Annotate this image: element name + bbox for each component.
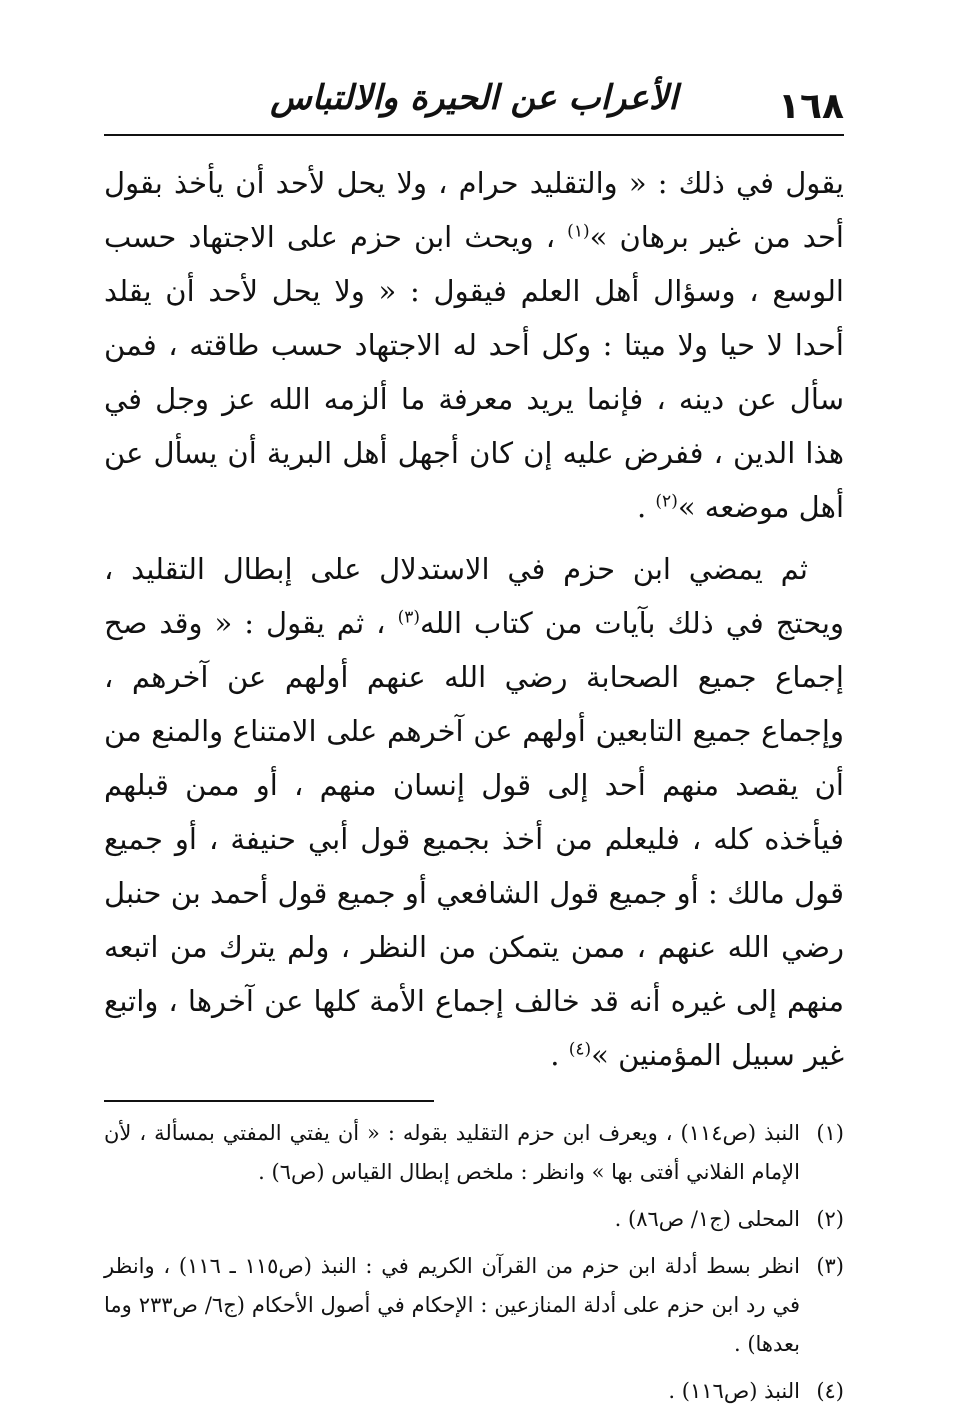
footnote-ref-2[interactable]: (٢) xyxy=(655,491,678,512)
paragraph-1-text-b: ، ويحث ابن حزم على الاجتهاد حسب الوسع ، وسؤال أهل العلم فيقول : « ولا يحل لأحد أن يقلد أحدا لا حيا ولا ميتا : وكل أحد له الاجتهاد حسب طاقته ، فمن سأل عن دينه ، فإنما يريد معرفة ما ألزمه الله عز وجل في هذا الدين ، ففرض عليه إن كان أجهل أهل البرية أن يسأل عن أهل موضعه » xyxy=(104,220,844,524)
footnote-divider xyxy=(104,1100,434,1102)
footnote-4 xyxy=(104,1372,844,1411)
footnote-ref-3[interactable]: (٣) xyxy=(397,607,420,628)
footnote-number: (١) xyxy=(816,1121,844,1145)
footnote-2 xyxy=(104,1200,844,1239)
main-text xyxy=(104,156,844,1082)
paragraph-1-text-c: . xyxy=(636,490,656,524)
footnote-text: النبذ (ص١١٤) ، ويعرف ابن حزم التقليد بقوله : « أن يفتي المفتي بمسألة ، لأن الإمام الفلاني أفتى بها » وانظر : ملخص إبطال القياس (ص٦) . xyxy=(104,1121,801,1184)
footnote-text: النبذ (ص١١٦) . xyxy=(668,1379,800,1403)
paragraph-2-text-a: ثم يمضي ابن حزم في الاستدلال على إبطال التقليد ، ويحتج في ذلك بآيات من كتاب الله xyxy=(104,552,845,640)
footnotes xyxy=(104,1114,844,1411)
footnote-number: (٢) xyxy=(816,1207,844,1231)
footnote-1 xyxy=(104,1114,844,1192)
page-header xyxy=(104,72,844,136)
footnote-ref-4[interactable]: (٤) xyxy=(568,1039,592,1060)
paragraph-2-text-b: ، ثم يقول : « وقد صح إجماع جميع الصحابة رضي الله عنهم أولهم عن آخرهم ، وإجماع جميع التابعين أولهم عن آخرهم على الامتناع والمنع من أن يقصد منهم أحد إلى قول إنسان منهم ، أو ممن قبلهم فيأخذه كله ، فليعلم من أخذ بجميع قول أبي حنيفة ، أو جميع قول مالك : أو جميع قول الشافعي أو جميع قول أحمد بن حنبل رضي الله عنهم ، ممن يتمكن من النظر ، ولم يترك من اتبعه منهم إلى غيره أنه قد خالف إجماع الأمة كلها عن آخرها ، واتبع غير سبيل المؤمنين » xyxy=(104,606,844,1072)
book-page xyxy=(104,72,844,1411)
paragraph-2 xyxy=(104,542,844,1082)
footnote-ref-1[interactable]: (١) xyxy=(567,221,590,242)
footnote-3 xyxy=(104,1247,844,1364)
footnote-text: انظر بسط أدلة ابن حزم من القرآن الكريم في : النبذ (ص١١٥ ـ ١١٦) ، وانظر في رد ابن حزم على أدلة المنازعين : الإحكام في أصول الأحكام (ج٦/ ص٢٣٣ وما بعدها) . xyxy=(104,1254,800,1356)
paragraph-1 xyxy=(104,156,844,534)
footnote-text: المحلى (ج١/ ص٨٦) . xyxy=(614,1207,800,1231)
paragraph-1-text-a: يقول في ذلك : « والتقليد حرام ، ولا يحل لأحد أن يأخذ بقول أحد من غير برهان » xyxy=(104,166,844,254)
paragraph-2-text-c: . xyxy=(550,1038,569,1072)
running-title: الأعراب عن الحيرة والالتباس xyxy=(270,78,678,118)
footnote-number: (٤) xyxy=(816,1379,844,1403)
page-number: ١٦٨ xyxy=(778,86,844,127)
footnote-number: (٣) xyxy=(816,1254,844,1278)
